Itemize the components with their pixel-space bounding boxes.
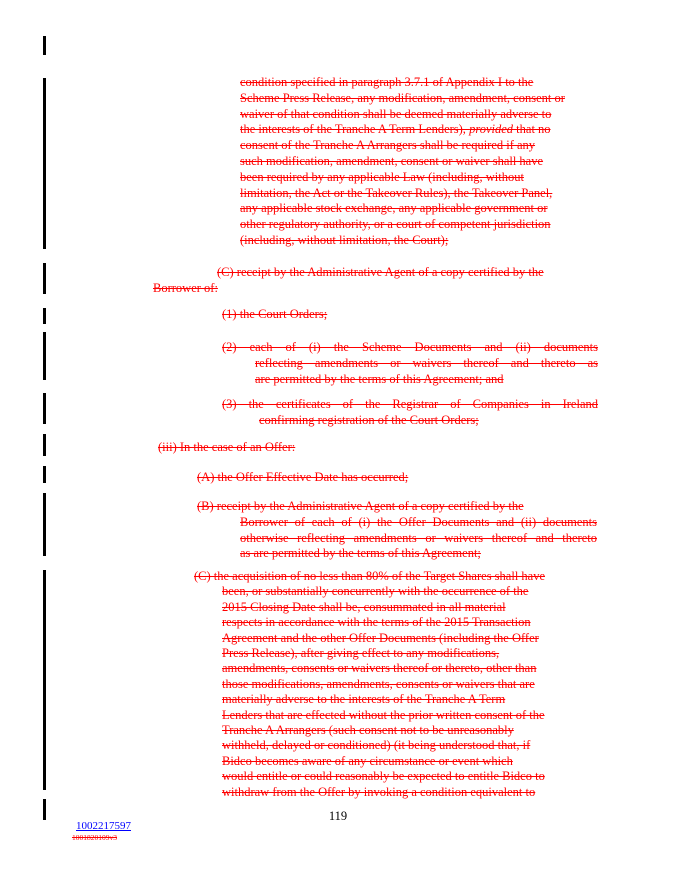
redline-item-1 [222,307,602,323]
text-line: been, or substantially concurrently with the occurrence of the [222,584,529,599]
text-line: materially adverse to the interests of the Tranche A Term [222,692,506,707]
text-line: Press Release), after giving effect to any modifications, [222,646,500,661]
redline-item-3 [222,397,598,429]
text-line: (including, without limitation, the Court); [240,232,449,247]
text-line: (C) receipt by the Administrative Agent of a copy certified by the [217,265,544,279]
text-line: those modifications, amendments, consents or waivers that are [222,676,535,691]
text-line: limitation, the Act or the Takeover Rules), the Takeover Panel, [240,185,553,200]
text-line: (3) the certificates of the Registrar of Companies in Ireland [222,397,598,411]
change-bar [43,263,46,294]
text-line: any applicable stock exchange, any applicable government or [240,201,548,216]
text-line: waiver of that condition shall be deemed materially adverse to [240,106,552,121]
text-line: the interests of the Tranche A Term Lenders), provided that no [240,122,551,137]
text-line: Bidco becomes aware of any circumstance or event which [222,753,513,768]
text-line: Scheme Press Release, any modification, amendment, consent or [240,90,565,105]
text-line: are permitted by the terms of this Agreement; and [255,371,504,386]
text-line: withheld, delayed or conditioned) (it being understood that, if [222,738,531,753]
text-line: been required by any applicable Law (including, without [240,169,524,184]
text-line: Borrower of each of (i) the Offer Documents and (ii) documents [240,514,597,529]
change-bar [43,332,46,380]
footer-doc-id: 1001820109v3 [72,833,117,842]
redline-item-2 [222,340,598,387]
page-number: 119 [328,809,348,823]
redline-paragraph-iii [158,440,578,456]
text-line: confirming registration of the Court Orders; [259,412,479,427]
change-bar [43,36,46,55]
text-line: condition specified in paragraph 3.7.1 of Appendix I to the [240,75,534,89]
text-line: (C) the acquisition of no less than 80% of the Target Shares shall have [194,569,546,583]
change-bar [43,434,46,456]
redline-paragraph-b [197,499,597,562]
text-line: (iii) In the case of an Offer: [158,440,296,454]
change-bar [43,78,46,249]
redline-paragraph-c-receipt [153,265,573,297]
change-bar [43,570,46,790]
text-line: (B) receipt by the Administrative Agent of a copy certified by the [197,499,524,513]
text-line: (2) each of (i) the Scheme Documents and (ii) documents [222,340,598,354]
text-line: Tranche A Arrangers (such consent not to be unreasonably [222,723,514,738]
text-line: other regulatory authority, or a court of competent jurisdiction [240,217,551,232]
text-line: Agreement and the other Offer Documents (including the Offer [222,630,539,645]
text-line: consent of the Tranche A Arrangers shall be required if any [240,138,536,153]
italic-provided: provided [469,122,514,137]
footer-doc-link[interactable]: 1002217597 [76,820,131,832]
redline-paragraph-condition [240,75,612,249]
change-bar [43,466,46,483]
redline-paragraph-c-acquisition [194,569,594,800]
text-line: respects in accordance with the terms of the 2015 Transaction [222,615,531,630]
change-bar [43,493,46,556]
text-line: would entitle or could reasonably be expected to entitle Bidco to [222,769,545,784]
text-line: such modification, amendment, consent or waiver shall have [240,153,544,168]
text-line: otherwise reflecting amendments or waivers thereof and thereto [240,530,597,545]
change-bar [43,393,46,424]
text-line: reflecting amendments or waivers thereof and thereto as [255,355,598,370]
text-line: (1) the Court Orders; [222,307,328,321]
text-line: withdraw from the Offer by invoking a condition equivalent to [222,784,536,799]
text-line: as are permitted by the terms of this Agreement; [240,546,481,561]
redline-paragraph-a [197,470,597,486]
text-line: 2015 Closing Date shall be, consummated in all material [222,599,506,614]
change-bar [43,308,46,324]
text-line: (A) the Offer Effective Date has occurred; [197,470,409,484]
text-line: Lenders that are effected without the prior written consent of the [222,707,545,722]
text-line: Borrower of: [153,280,218,295]
text-line: amendments, consents or waivers thereof or thereto, other than [222,661,537,676]
